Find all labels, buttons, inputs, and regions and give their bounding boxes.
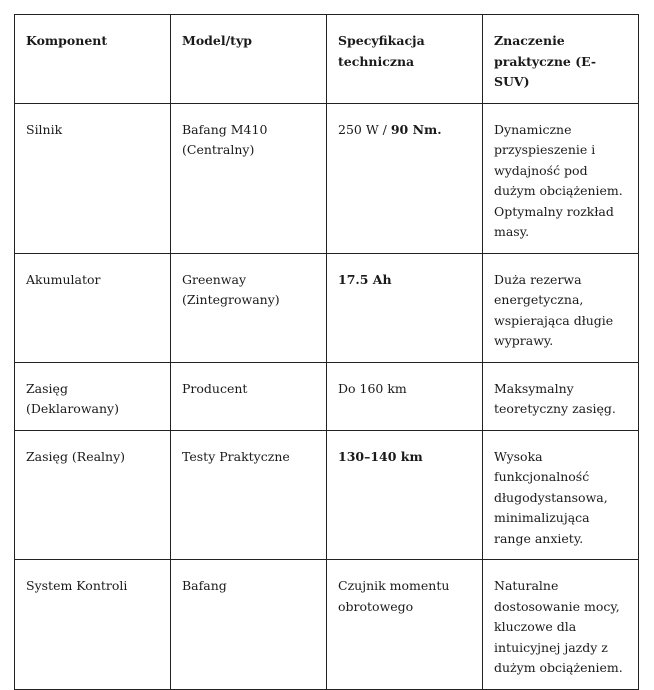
cell-znaczenie: Duża rezerwa energetyczna, wspierająca długie wyprawy. xyxy=(483,253,639,362)
cell-model: Bafang M410 (Centralny) xyxy=(171,103,327,253)
cell-model: Greenway (Zintegrowany) xyxy=(171,253,327,362)
cell-znaczenie: Dynamiczne przyspieszenie i wydajność pod dużym obciążeniem. Optymalny rozkład masy. xyxy=(483,103,639,253)
cell-model: Producent xyxy=(171,362,327,430)
table-row xyxy=(15,430,639,560)
cell-komponent: Zasięg (Deklarowany) xyxy=(15,362,171,430)
cell-model: Testy Praktyczne xyxy=(171,430,327,560)
cell-komponent: Akumulator xyxy=(15,253,171,362)
cell-komponent: Zasięg (Realny) xyxy=(15,430,171,560)
cell-spec xyxy=(327,253,483,362)
spec-text: 250 W / xyxy=(338,121,391,137)
header-specyfikacja: Specyfikacja techniczna xyxy=(327,15,483,104)
table-row xyxy=(15,362,639,430)
cell-znaczenie: Naturalne dostosowanie mocy, kluczowe dla intuicyjnej jazdy z dużym obciążeniem. xyxy=(483,560,639,690)
spec-bold: 17.5 Ah xyxy=(338,271,392,287)
spec-text: Do 160 km xyxy=(338,380,407,396)
spec-bold: 130–140 km xyxy=(338,448,423,464)
cell-model: Bafang xyxy=(171,560,327,690)
cell-znaczenie: Wysoka funkcjonalność długodystansowa, minimalizująca range anxiety. xyxy=(483,430,639,560)
table-row xyxy=(15,560,639,690)
header-row xyxy=(15,15,639,104)
header-znaczenie: Znaczenie praktyczne (E-SUV) xyxy=(483,15,639,104)
cell-spec xyxy=(327,560,483,690)
spec-bold: 90 Nm. xyxy=(390,121,442,137)
spec-text: Czujnik momentu obrotowego xyxy=(338,578,450,614)
cell-spec xyxy=(327,430,483,560)
table-row xyxy=(15,103,639,253)
spec-table xyxy=(14,14,639,690)
cell-komponent: Silnik xyxy=(15,103,171,253)
header-model: Model/typ xyxy=(171,15,327,104)
cell-spec xyxy=(327,362,483,430)
cell-komponent: System Kontroli xyxy=(15,560,171,690)
header-komponent: Komponent xyxy=(15,15,171,104)
cell-znaczenie: Maksymalny teoretyczny zasięg. xyxy=(483,362,639,430)
table-row xyxy=(15,253,639,362)
cell-spec xyxy=(327,103,483,253)
